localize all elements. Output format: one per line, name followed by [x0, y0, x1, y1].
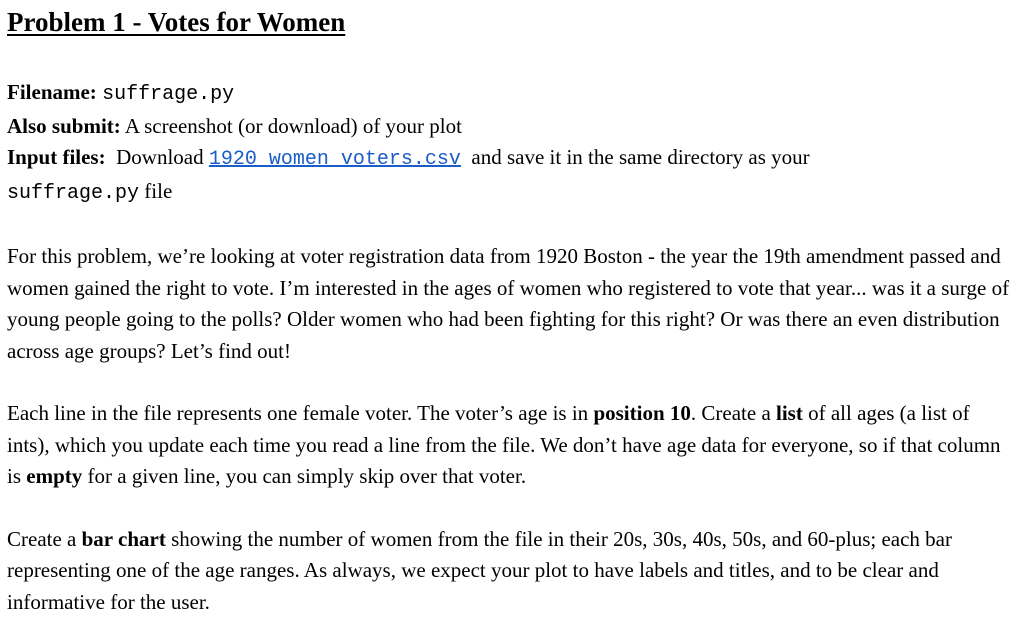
data-text-4: for a given line, you can simply skip over that voter. — [82, 464, 527, 488]
chart-bold-bar-chart: bar chart — [81, 526, 166, 551]
filename-line — [7, 77, 1017, 111]
filename-label: Filename: — [7, 80, 97, 104]
data-text-2: . Create a — [690, 401, 777, 425]
input-files-label: Input files: — [7, 145, 106, 169]
chart-paragraph — [7, 524, 1017, 619]
csv-download-link[interactable]: 1920_women_voters.csv — [208, 148, 461, 171]
data-paragraph — [7, 398, 1017, 493]
also-submit-label: Also submit: — [7, 113, 121, 138]
page-title: Problem 1 - Votes for Women — [7, 7, 346, 37]
also-submit-value: A screenshot (or download) of your plot — [124, 113, 462, 138]
filename-value: suffrage.py — [102, 83, 235, 106]
input-files-tail: file — [144, 178, 173, 203]
data-bold-list: list — [776, 401, 803, 425]
data-text-1: Each line in the file represents one female voter. The voter’s age is in — [7, 401, 594, 425]
data-bold-empty: empty — [26, 464, 83, 488]
intro-paragraph: For this problem, we’re looking at voter registration data from 1920 Boston - the year the 19th amendment passed and women gained the right to vote. I’m interested in the ages of women who registered to vote that year... was it a surge of young people going to the polls? Older women who had been fighting for this right? Or was there an even distribution across age groups? Let’s find out! — [7, 244, 1010, 363]
also-submit-line — [7, 111, 1017, 143]
data-bold-position: position 10 — [593, 401, 691, 425]
input-files-line — [7, 142, 1017, 176]
data-text-3: of all ages (a list of ints), which you update each time you read a line from the file. We don’t have age data for everyone, so if that column is — [7, 401, 1001, 488]
input-files-instruction: and save it in the same directory as your — [471, 145, 810, 169]
document — [7, 0, 1017, 618]
chart-text-1: Create a — [7, 526, 82, 551]
input-files-filename: suffrage.py — [7, 181, 140, 205]
assignment-meta — [7, 77, 1017, 209]
input-files-line-2 — [7, 176, 1017, 210]
chart-text-2: showing the number of women from the file in their 20s, 30s, 40s, 50s, and 60-plus; each bar representing one of the age ranges. As always, we expect your plot to have labels and titles, and to be clear and informative for the user. — [7, 526, 952, 614]
input-files-download-text: Download — [116, 145, 204, 169]
